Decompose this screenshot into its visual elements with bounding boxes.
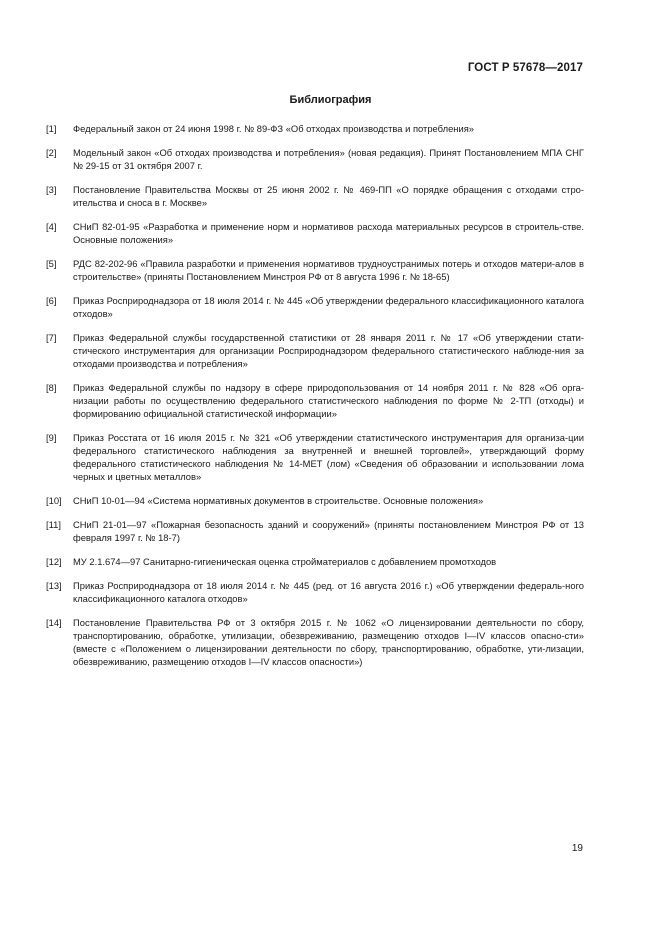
bibliography-entry	[46, 183, 584, 209]
entry-text: Приказ Федеральной службы государственной статистики от 28 января 2011 г. № 17 «Об утверждении стати-стического инструментария для организации Росприроднадзором федерального статистического наблюде-ния за отходами производства и потребления»	[73, 332, 584, 369]
bibliography-entry	[46, 555, 584, 568]
bibliography-entry	[46, 381, 584, 420]
entry-number: [11]	[46, 519, 61, 530]
bibliography-entry	[46, 331, 584, 370]
bibliography-entry	[46, 431, 584, 483]
bibliography-entry	[46, 518, 584, 544]
entry-number: [12]	[46, 556, 62, 567]
entry-text: СНиП 21-01—97 «Пожарная безопасность зданий и сооружений» (приняты постановлением Минстроя РФ от 13 февраля 1997 г. № 18-7)	[73, 519, 584, 543]
entry-number: [6]	[46, 295, 57, 306]
entry-number: [5]	[46, 258, 57, 269]
entry-text: МУ 2.1.674—97 Санитарно-гигиеническая оценка стройматериалов с добавлением промотходов	[73, 556, 497, 567]
document-code: ГОСТ Р 57678—2017	[467, 62, 583, 74]
entry-number: [8]	[46, 382, 57, 393]
entry-text: Приказ Федеральной службы по надзору в сфере природопользования от 14 ноября 2011 г. № 828 «Об орга-низации работы по осуществлению федерального статистического наблюдения по форме № 2-ТП (отходы) и формированию официальной статистической информации»	[73, 382, 584, 419]
entry-text: СНиП 10-01—94 «Система нормативных документов в строительстве. Основные положения»	[73, 495, 484, 506]
bibliography-entry	[46, 494, 584, 507]
bibliography-entry	[46, 122, 584, 135]
entry-text: Приказ Росстата от 16 июля 2015 г. № 321 «Об утверждении статистического инструментария для организа-ции федерального статистического наблюдения за внутренней и внешней торговлей», утверждающий форму федерального статистического наблюдения № 14-МЕТ (лом) «Сведения об образовании и использовании лома черных и цветных металлов»	[73, 432, 584, 482]
bibliography-entry	[46, 220, 584, 246]
entry-number: [2]	[46, 147, 57, 158]
entry-number: [7]	[46, 332, 57, 343]
entry-number: [1]	[46, 123, 57, 134]
entry-text: Приказ Росприроднадзора от 18 июля 2014 г. № 445 (ред. от 16 августа 2016 г.) «Об утверждении федераль-ного классификационного каталога отходов»	[73, 580, 584, 604]
bibliography-entry	[46, 146, 584, 172]
bibliography-list	[46, 122, 584, 679]
bibliography-entry	[46, 579, 584, 605]
entry-number: [3]	[46, 184, 57, 195]
bibliography-entry	[46, 294, 584, 320]
entry-number: [13]	[46, 580, 62, 591]
entry-text: Постановление Правительства РФ от 3 октября 2015 г. № 1062 «О лицензировании деятельности по сбору, транспортированию, обработке, утилизации, обезвреживанию, размещению отходов I—IV классов опасно-сти» (вместе с «Положением о лицензировании деятельности по сбору, транспортированию, обработке, ути-лизации, обезвреживанию, размещению отходов I—IV классов опасности»)	[73, 617, 584, 667]
entry-text: Федеральный закон от 24 июня 1998 г. № 89-ФЗ «Об отходах производства и потребления»	[73, 123, 474, 134]
entry-number: [14]	[46, 617, 62, 628]
section-title: Библиография	[289, 94, 372, 106]
entry-text: РДС 82-202-96 «Правила разработки и применения нормативов трудноустранимых потерь и отходов матери-алов в строительстве» (приняты Постановлением Минстроя РФ от 8 августа 1996 г. № 18-65)	[73, 258, 584, 282]
bibliography-entry	[46, 616, 584, 668]
entry-number: [4]	[46, 221, 57, 232]
entry-text: Модельный закон «Об отходах производства и потребления» (новая редакция). Принят Постановлением МПА СНГ № 29-15 от 31 октября 2007 г.	[73, 147, 584, 171]
entry-text: Приказ Росприроднадзора от 18 июля 2014 г. № 445 «Об утверждении федерального классификационного каталога отходов»	[73, 295, 584, 319]
bibliography-entry	[46, 257, 584, 283]
entry-text: Постановление Правительства Москвы от 25 июня 2002 г. № 469-ПП «О порядке обращения с отходами стро-ительства и сноса в г. Москве»	[73, 184, 584, 208]
page-number: 19	[571, 843, 583, 854]
entry-number: [9]	[46, 432, 57, 443]
entry-number: [10]	[46, 495, 62, 506]
entry-text: СНиП 82-01-95 «Разработка и применение норм и нормативов расхода материальных ресурсов в строитель-стве. Основные положения»	[73, 221, 584, 245]
